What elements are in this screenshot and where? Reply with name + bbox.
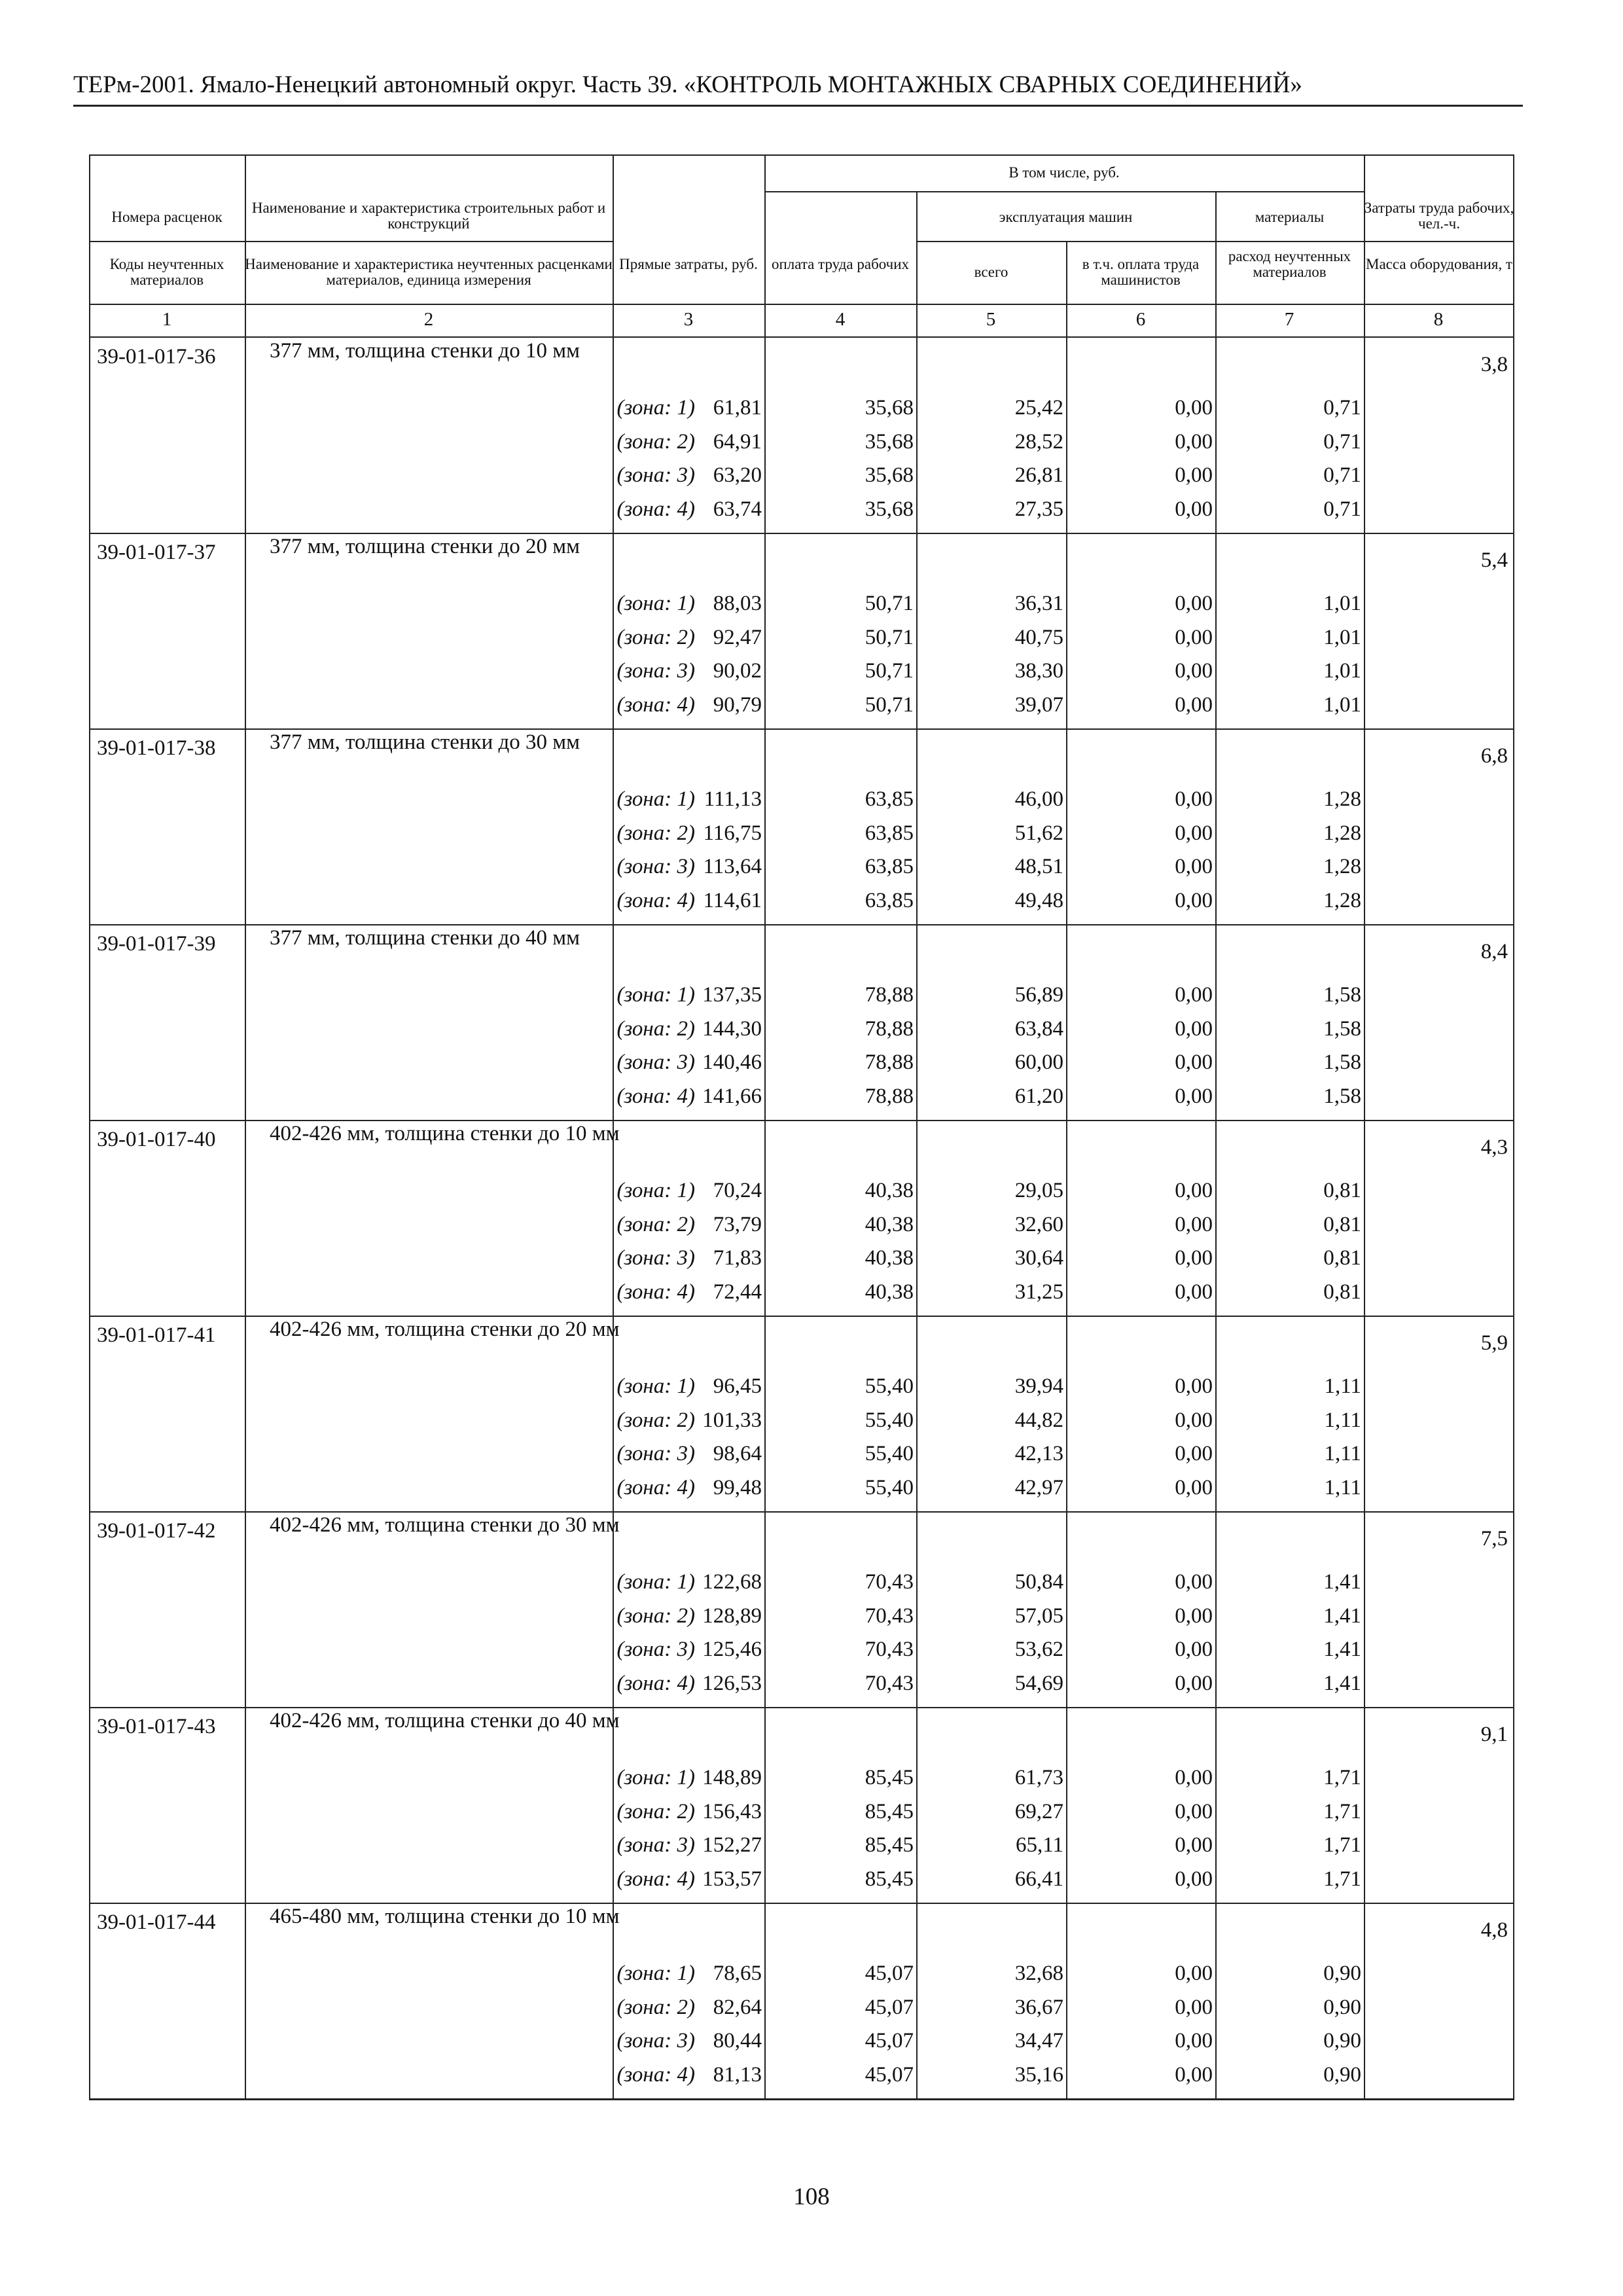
zone-label: (зона: 3) bbox=[616, 2029, 695, 2053]
zone-value: 125,46 bbox=[702, 1638, 762, 1661]
zone-value: 1,41 bbox=[1323, 1671, 1361, 1695]
zone-label: (зона: 1) bbox=[616, 983, 695, 1007]
zone-value: 0,00 bbox=[1175, 1962, 1213, 1985]
zone-label: (зона: 3) bbox=[616, 659, 695, 683]
zone-label: (зона: 4) bbox=[616, 497, 695, 521]
zone-value: 0,90 bbox=[1323, 2062, 1361, 2087]
zone-label: (зона: 4) bbox=[616, 1084, 695, 1108]
zone-value: 0,81 bbox=[1323, 1212, 1361, 1236]
zone-value: 1,28 bbox=[1323, 787, 1361, 811]
zone-value: 35,68 bbox=[865, 429, 914, 454]
zone-value: 0,71 bbox=[1323, 429, 1361, 454]
labor-value: 6,8 bbox=[1480, 744, 1508, 768]
zone-value: 137,35 bbox=[702, 983, 762, 1007]
zone-value: 1,01 bbox=[1323, 659, 1361, 683]
rate-code: 39-01-017-39 bbox=[97, 932, 216, 956]
zone-value: 152,27 bbox=[702, 1833, 762, 1857]
zone-label: (зона: 2) bbox=[616, 1799, 695, 1823]
grid-line bbox=[764, 191, 1364, 192]
labor-value: 5,9 bbox=[1480, 1331, 1508, 1355]
zone-value: 32,68 bbox=[1014, 1962, 1063, 1985]
zone-value: 35,68 bbox=[865, 396, 914, 420]
zone-value: 1,71 bbox=[1323, 1833, 1361, 1857]
zone-value: 29,05 bbox=[1014, 1179, 1063, 1202]
zone-value: 63,85 bbox=[865, 821, 914, 845]
zone-label: (зона: 4) bbox=[616, 692, 695, 717]
zone-label: (зона: 3) bbox=[616, 1246, 695, 1270]
zone-label: (зона: 1) bbox=[616, 1570, 695, 1594]
zone-value: 55,40 bbox=[865, 1442, 914, 1465]
grid-line bbox=[89, 241, 613, 242]
rate-code: 39-01-017-41 bbox=[97, 1323, 216, 1347]
header-direct-costs: Прямые затраты, руб. bbox=[619, 256, 758, 272]
zone-value: 141,66 bbox=[702, 1084, 762, 1108]
zone-value: 42,13 bbox=[1014, 1442, 1063, 1465]
column-number: 4 bbox=[835, 309, 846, 330]
header-worker-pay: оплата труда рабочих bbox=[771, 256, 910, 272]
zone-value: 61,73 bbox=[1014, 1766, 1063, 1789]
header-rate-number: Номера расценок bbox=[111, 209, 223, 225]
zone-value: 39,07 bbox=[1014, 692, 1063, 717]
zone-value: 1,11 bbox=[1324, 1408, 1361, 1432]
labor-value: 4,8 bbox=[1480, 1918, 1508, 1942]
zone-label: (зона: 2) bbox=[616, 821, 695, 845]
zone-value: 0,00 bbox=[1175, 497, 1213, 521]
zone-value: 81,13 bbox=[713, 2062, 762, 2087]
zone-value: 35,16 bbox=[1014, 2062, 1063, 2087]
zone-value: 40,38 bbox=[865, 1212, 914, 1236]
work-description: 402-426 мм, толщина стенки до 10 мм bbox=[270, 1122, 620, 1145]
zone-value: 63,20 bbox=[713, 463, 762, 487]
zone-value: 63,85 bbox=[865, 888, 914, 912]
zone-value: 1,58 bbox=[1323, 1050, 1361, 1074]
rate-code: 39-01-017-43 bbox=[97, 1715, 216, 1738]
zone-value: 0,00 bbox=[1175, 888, 1213, 912]
zone-value: 63,74 bbox=[713, 497, 762, 521]
zone-value: 26,81 bbox=[1014, 463, 1063, 487]
zone-label: (зона: 1) bbox=[616, 1179, 695, 1202]
zone-label: (зона: 2) bbox=[616, 625, 695, 649]
zone-value: 78,88 bbox=[865, 983, 914, 1007]
zone-value: 40,38 bbox=[865, 1280, 914, 1304]
zone-value: 0,00 bbox=[1175, 1604, 1213, 1628]
zone-label: (зона: 4) bbox=[616, 888, 695, 912]
zone-label: (зона: 2) bbox=[616, 1604, 695, 1628]
zone-value: 46,00 bbox=[1014, 787, 1063, 811]
work-description: 377 мм, толщина стенки до 30 мм bbox=[270, 730, 580, 754]
zone-value: 126,53 bbox=[702, 1671, 762, 1695]
column-number: 1 bbox=[162, 309, 172, 330]
zone-value: 90,79 bbox=[713, 692, 762, 717]
zone-label: (зона: 2) bbox=[616, 1016, 695, 1041]
zone-value: 0,00 bbox=[1175, 463, 1213, 487]
zone-value: 1,11 bbox=[1324, 1442, 1361, 1465]
zone-label: (зона: 1) bbox=[616, 592, 695, 615]
zone-value: 0,00 bbox=[1175, 1179, 1213, 1202]
work-description: 377 мм, толщина стенки до 10 мм bbox=[270, 339, 580, 363]
zone-value: 1,41 bbox=[1323, 1638, 1361, 1661]
zone-label: (зона: 2) bbox=[616, 1212, 695, 1236]
zone-value: 0,81 bbox=[1323, 1179, 1361, 1202]
zone-value: 156,43 bbox=[702, 1799, 762, 1823]
zone-value: 70,43 bbox=[865, 1638, 914, 1661]
zone-value: 101,33 bbox=[702, 1408, 762, 1432]
zone-value: 1,01 bbox=[1323, 625, 1361, 649]
zone-value: 69,27 bbox=[1014, 1799, 1063, 1823]
zone-value: 0,00 bbox=[1175, 1638, 1213, 1661]
zone-value: 122,68 bbox=[702, 1570, 762, 1594]
zone-value: 1,58 bbox=[1323, 983, 1361, 1007]
zone-value: 50,71 bbox=[865, 625, 914, 649]
zone-value: 153,57 bbox=[702, 1867, 762, 1891]
labor-value: 5,4 bbox=[1480, 548, 1508, 572]
work-description: 465-480 мм, толщина стенки до 10 мм bbox=[270, 1905, 620, 1928]
header-work-name: Наименование и характеристика строительных работ и конструкций bbox=[251, 200, 606, 232]
zone-value: 55,40 bbox=[865, 1374, 914, 1398]
zone-value: 70,24 bbox=[713, 1179, 762, 1202]
zone-value: 0,00 bbox=[1175, 787, 1213, 811]
zone-value: 0,90 bbox=[1323, 1962, 1361, 1985]
column-number: 8 bbox=[1433, 309, 1444, 330]
header-unaccounted-name: Наименование и характеристика неучтенных расценками материалов, единица измерения bbox=[245, 256, 613, 288]
zone-value: 116,75 bbox=[703, 821, 762, 845]
zone-value: 78,88 bbox=[865, 1016, 914, 1041]
zone-value: 0,71 bbox=[1323, 463, 1361, 487]
zone-value: 70,43 bbox=[865, 1604, 914, 1628]
zone-value: 42,97 bbox=[1014, 1475, 1063, 1499]
zone-value: 0,00 bbox=[1175, 1475, 1213, 1499]
zone-value: 64,91 bbox=[713, 429, 762, 454]
zone-value: 99,48 bbox=[713, 1475, 762, 1499]
zone-value: 96,45 bbox=[713, 1374, 762, 1398]
zone-value: 48,51 bbox=[1014, 855, 1063, 878]
zone-value: 56,89 bbox=[1014, 983, 1063, 1007]
zone-value: 35,68 bbox=[865, 497, 914, 521]
zone-value: 32,60 bbox=[1014, 1212, 1063, 1236]
zone-value: 144,30 bbox=[702, 1016, 762, 1041]
labor-value: 8,4 bbox=[1480, 940, 1508, 963]
header-total: всего bbox=[974, 264, 1008, 280]
zone-value: 35,68 bbox=[865, 463, 914, 487]
zone-value: 88,03 bbox=[713, 592, 762, 615]
zone-value: 128,89 bbox=[702, 1604, 762, 1628]
zone-value: 38,30 bbox=[1014, 659, 1063, 683]
zone-value: 0,00 bbox=[1175, 983, 1213, 1007]
zone-value: 80,44 bbox=[713, 2029, 762, 2053]
zone-value: 0,00 bbox=[1175, 1016, 1213, 1041]
zone-value: 25,42 bbox=[1014, 396, 1063, 420]
zone-value: 73,79 bbox=[713, 1212, 762, 1236]
zone-value: 49,48 bbox=[1014, 888, 1063, 912]
zone-label: (зона: 2) bbox=[616, 429, 695, 454]
labor-value: 3,8 bbox=[1480, 353, 1508, 376]
zone-value: 0,71 bbox=[1323, 396, 1361, 420]
grid-line bbox=[89, 304, 1514, 305]
zone-value: 50,84 bbox=[1014, 1570, 1063, 1594]
zone-value: 50,71 bbox=[865, 692, 914, 717]
rate-code: 39-01-017-36 bbox=[97, 345, 216, 368]
work-description: 402-426 мм, толщина стенки до 40 мм bbox=[270, 1709, 620, 1732]
labor-value: 7,5 bbox=[1480, 1527, 1508, 1551]
zone-value: 0,00 bbox=[1175, 396, 1213, 420]
zone-value: 53,62 bbox=[1014, 1638, 1063, 1661]
zone-value: 0,00 bbox=[1175, 1766, 1213, 1789]
zone-value: 57,05 bbox=[1014, 1604, 1063, 1628]
zone-value: 1,41 bbox=[1323, 1570, 1361, 1594]
labor-value: 9,1 bbox=[1480, 1723, 1508, 1746]
work-description: 402-426 мм, толщина стенки до 20 мм bbox=[270, 1318, 620, 1341]
zone-value: 1,28 bbox=[1323, 821, 1361, 845]
grid-line bbox=[1364, 154, 1365, 2100]
zone-value: 28,52 bbox=[1014, 429, 1063, 454]
zone-value: 39,94 bbox=[1014, 1374, 1063, 1398]
zone-value: 63,85 bbox=[865, 855, 914, 878]
zone-label: (зона: 1) bbox=[616, 1374, 695, 1398]
zone-value: 0,00 bbox=[1175, 2029, 1213, 2053]
zone-value: 92,47 bbox=[713, 625, 762, 649]
header-machine-operation: эксплуатация машин bbox=[999, 209, 1133, 225]
rate-code: 39-01-017-37 bbox=[97, 541, 216, 564]
zone-value: 1,71 bbox=[1323, 1766, 1361, 1789]
zone-value: 0,00 bbox=[1175, 592, 1213, 615]
column-number: 5 bbox=[986, 309, 996, 330]
header-labor-costs: Затраты труда рабочих, чел.-ч. bbox=[1364, 200, 1514, 232]
column-number: 3 bbox=[683, 309, 694, 330]
zone-label: (зона: 2) bbox=[616, 1408, 695, 1432]
zone-value: 65,11 bbox=[1015, 1833, 1063, 1857]
zone-value: 1,28 bbox=[1323, 855, 1361, 878]
zone-value: 40,75 bbox=[1014, 625, 1063, 649]
zone-label: (зона: 1) bbox=[616, 1962, 695, 1985]
zone-value: 51,62 bbox=[1014, 821, 1063, 845]
zone-value: 0,00 bbox=[1175, 1442, 1213, 1465]
zone-value: 0,00 bbox=[1175, 1050, 1213, 1074]
zone-label: (зона: 4) bbox=[616, 1671, 695, 1695]
zone-value: 78,88 bbox=[865, 1050, 914, 1074]
zone-value: 45,07 bbox=[865, 2062, 914, 2087]
grid-line bbox=[89, 154, 90, 2100]
zone-value: 0,00 bbox=[1175, 1374, 1213, 1398]
zone-value: 45,07 bbox=[865, 2029, 914, 2053]
zone-value: 36,67 bbox=[1014, 1995, 1063, 2019]
zone-value: 1,01 bbox=[1323, 692, 1361, 717]
zone-value: 0,00 bbox=[1175, 1799, 1213, 1823]
zone-value: 98,64 bbox=[713, 1442, 762, 1465]
work-description: 402-426 мм, толщина стенки до 30 мм bbox=[270, 1513, 620, 1537]
zone-label: (зона: 3) bbox=[616, 1050, 695, 1074]
header-materials: материалы bbox=[1255, 209, 1325, 225]
zone-value: 70,43 bbox=[865, 1570, 914, 1594]
title-rule bbox=[73, 105, 1523, 107]
zone-label: (зона: 1) bbox=[616, 1766, 695, 1789]
rate-code: 39-01-017-38 bbox=[97, 736, 216, 760]
grid-line bbox=[916, 241, 1364, 242]
zone-label: (зона: 3) bbox=[616, 1442, 695, 1465]
zone-value: 0,00 bbox=[1175, 1408, 1213, 1432]
zone-value: 1,41 bbox=[1323, 1604, 1361, 1628]
rate-code: 39-01-017-44 bbox=[97, 1910, 216, 1934]
grid-line bbox=[1513, 154, 1514, 2100]
grid-line bbox=[89, 154, 1514, 156]
zone-value: 27,35 bbox=[1014, 497, 1063, 521]
zone-value: 72,44 bbox=[713, 1280, 762, 1304]
zone-value: 0,00 bbox=[1175, 1246, 1213, 1270]
zone-value: 0,00 bbox=[1175, 1867, 1213, 1891]
zone-value: 0,00 bbox=[1175, 1280, 1213, 1304]
zone-value: 0,00 bbox=[1175, 2062, 1213, 2087]
zone-label: (зона: 4) bbox=[616, 2062, 695, 2087]
zone-value: 85,45 bbox=[865, 1833, 914, 1857]
zone-value: 70,43 bbox=[865, 1671, 914, 1695]
zone-value: 55,40 bbox=[865, 1408, 914, 1432]
zone-value: 50,71 bbox=[865, 659, 914, 683]
zone-value: 0,00 bbox=[1175, 429, 1213, 454]
zone-value: 90,02 bbox=[713, 659, 762, 683]
zone-value: 31,25 bbox=[1014, 1280, 1063, 1304]
page-number: 108 bbox=[793, 2183, 830, 2210]
zone-value: 78,65 bbox=[713, 1962, 762, 1985]
grid-line bbox=[1364, 241, 1514, 242]
header-unaccounted-codes: Коды неучтенных материалов bbox=[109, 256, 224, 288]
zone-label: (зона: 4) bbox=[616, 1280, 695, 1304]
zone-value: 0,00 bbox=[1175, 692, 1213, 717]
zone-label: (зона: 4) bbox=[616, 1867, 695, 1891]
rate-code: 39-01-017-42 bbox=[97, 1519, 216, 1543]
document-title: ТЕРм-2001. Ямало-Ненецкий автономный округ. Часть 39. «КОНТРОЛЬ МОНТАЖНЫХ СВАРНЫХ СОЕДИНЕНИЙ» bbox=[73, 71, 1302, 98]
zone-value: 0,90 bbox=[1323, 2029, 1361, 2053]
zone-label: (зона: 1) bbox=[616, 396, 695, 420]
zone-value: 61,81 bbox=[713, 396, 762, 420]
zone-value: 0,81 bbox=[1323, 1246, 1361, 1270]
zone-value: 1,11 bbox=[1324, 1374, 1361, 1398]
zone-value: 148,89 bbox=[702, 1766, 762, 1789]
zone-value: 30,64 bbox=[1014, 1246, 1063, 1270]
zone-value: 0,71 bbox=[1323, 497, 1361, 521]
zone-value: 54,69 bbox=[1014, 1671, 1063, 1695]
work-description: 377 мм, толщина стенки до 20 мм bbox=[270, 535, 580, 558]
zone-value: 85,45 bbox=[865, 1766, 914, 1789]
zone-value: 34,47 bbox=[1014, 2029, 1063, 2053]
zone-value: 1,11 bbox=[1324, 1475, 1361, 1499]
zone-label: (зона: 2) bbox=[616, 1995, 695, 2019]
zone-value: 1,28 bbox=[1323, 888, 1361, 912]
zone-value: 1,58 bbox=[1323, 1084, 1361, 1108]
rate-code: 39-01-017-40 bbox=[97, 1128, 216, 1151]
zone-label: (зона: 1) bbox=[616, 787, 695, 811]
zone-value: 40,38 bbox=[865, 1179, 914, 1202]
column-number: 7 bbox=[1284, 309, 1294, 330]
price-table bbox=[89, 154, 1514, 2100]
labor-value: 4,3 bbox=[1480, 1136, 1508, 1159]
zone-value: 0,00 bbox=[1175, 1212, 1213, 1236]
work-description: 377 мм, толщина стенки до 40 мм bbox=[270, 926, 580, 950]
zone-value: 0,00 bbox=[1175, 1084, 1213, 1108]
zone-value: 0,00 bbox=[1175, 855, 1213, 878]
zone-value: 45,07 bbox=[865, 1995, 914, 2019]
column-number: 6 bbox=[1135, 309, 1146, 330]
zone-value: 114,61 bbox=[703, 888, 762, 912]
zone-value: 0,00 bbox=[1175, 625, 1213, 649]
zone-value: 45,07 bbox=[865, 1962, 914, 1985]
zone-value: 82,64 bbox=[713, 1995, 762, 2019]
zone-value: 1,71 bbox=[1323, 1799, 1361, 1823]
zone-value: 1,01 bbox=[1323, 592, 1361, 615]
header-including: В том числе, руб. bbox=[1008, 164, 1120, 181]
zone-value: 85,45 bbox=[865, 1867, 914, 1891]
zone-value: 40,38 bbox=[865, 1246, 914, 1270]
grid-line bbox=[89, 336, 1514, 338]
zone-value: 36,31 bbox=[1014, 592, 1063, 615]
zone-value: 71,83 bbox=[713, 1246, 762, 1270]
zone-value: 0,00 bbox=[1175, 1995, 1213, 2019]
zone-value: 63,84 bbox=[1014, 1016, 1063, 1041]
zone-value: 63,85 bbox=[865, 787, 914, 811]
zone-value: 85,45 bbox=[865, 1799, 914, 1823]
zone-label: (зона: 4) bbox=[616, 1475, 695, 1499]
zone-label: (зона: 3) bbox=[616, 1833, 695, 1857]
zone-value: 111,13 bbox=[704, 787, 762, 811]
zone-value: 113,64 bbox=[703, 855, 762, 878]
zone-value: 0,00 bbox=[1175, 1570, 1213, 1594]
zone-value: 1,71 bbox=[1323, 1867, 1361, 1891]
zone-value: 0,00 bbox=[1175, 659, 1213, 683]
zone-value: 0,81 bbox=[1323, 1280, 1361, 1304]
zone-value: 78,88 bbox=[865, 1084, 914, 1108]
zone-value: 66,41 bbox=[1014, 1867, 1063, 1891]
zone-value: 0,00 bbox=[1175, 1833, 1213, 1857]
zone-label: (зона: 3) bbox=[616, 463, 695, 487]
zone-value: 55,40 bbox=[865, 1475, 914, 1499]
grid-line bbox=[89, 2098, 1514, 2100]
zone-value: 60,00 bbox=[1014, 1050, 1063, 1074]
zone-value: 0,90 bbox=[1323, 1995, 1361, 2019]
column-number: 2 bbox=[423, 309, 434, 330]
zone-value: 140,46 bbox=[702, 1050, 762, 1074]
zone-value: 0,00 bbox=[1175, 1671, 1213, 1695]
zone-value: 1,58 bbox=[1323, 1016, 1361, 1041]
grid-line bbox=[245, 154, 246, 2100]
zone-value: 61,20 bbox=[1014, 1084, 1063, 1108]
zone-value: 50,71 bbox=[865, 592, 914, 615]
zone-value: 0,00 bbox=[1175, 821, 1213, 845]
header-equipment-mass: Масса оборудования, т bbox=[1366, 256, 1512, 272]
zone-value: 44,82 bbox=[1014, 1408, 1063, 1432]
header-operator-pay: в т.ч. оплата труда машинистов bbox=[1082, 256, 1200, 288]
header-unaccounted-consumption: расход неучтенных материалов bbox=[1228, 248, 1351, 280]
zone-label: (зона: 3) bbox=[616, 1638, 695, 1661]
zone-label: (зона: 3) bbox=[616, 855, 695, 878]
